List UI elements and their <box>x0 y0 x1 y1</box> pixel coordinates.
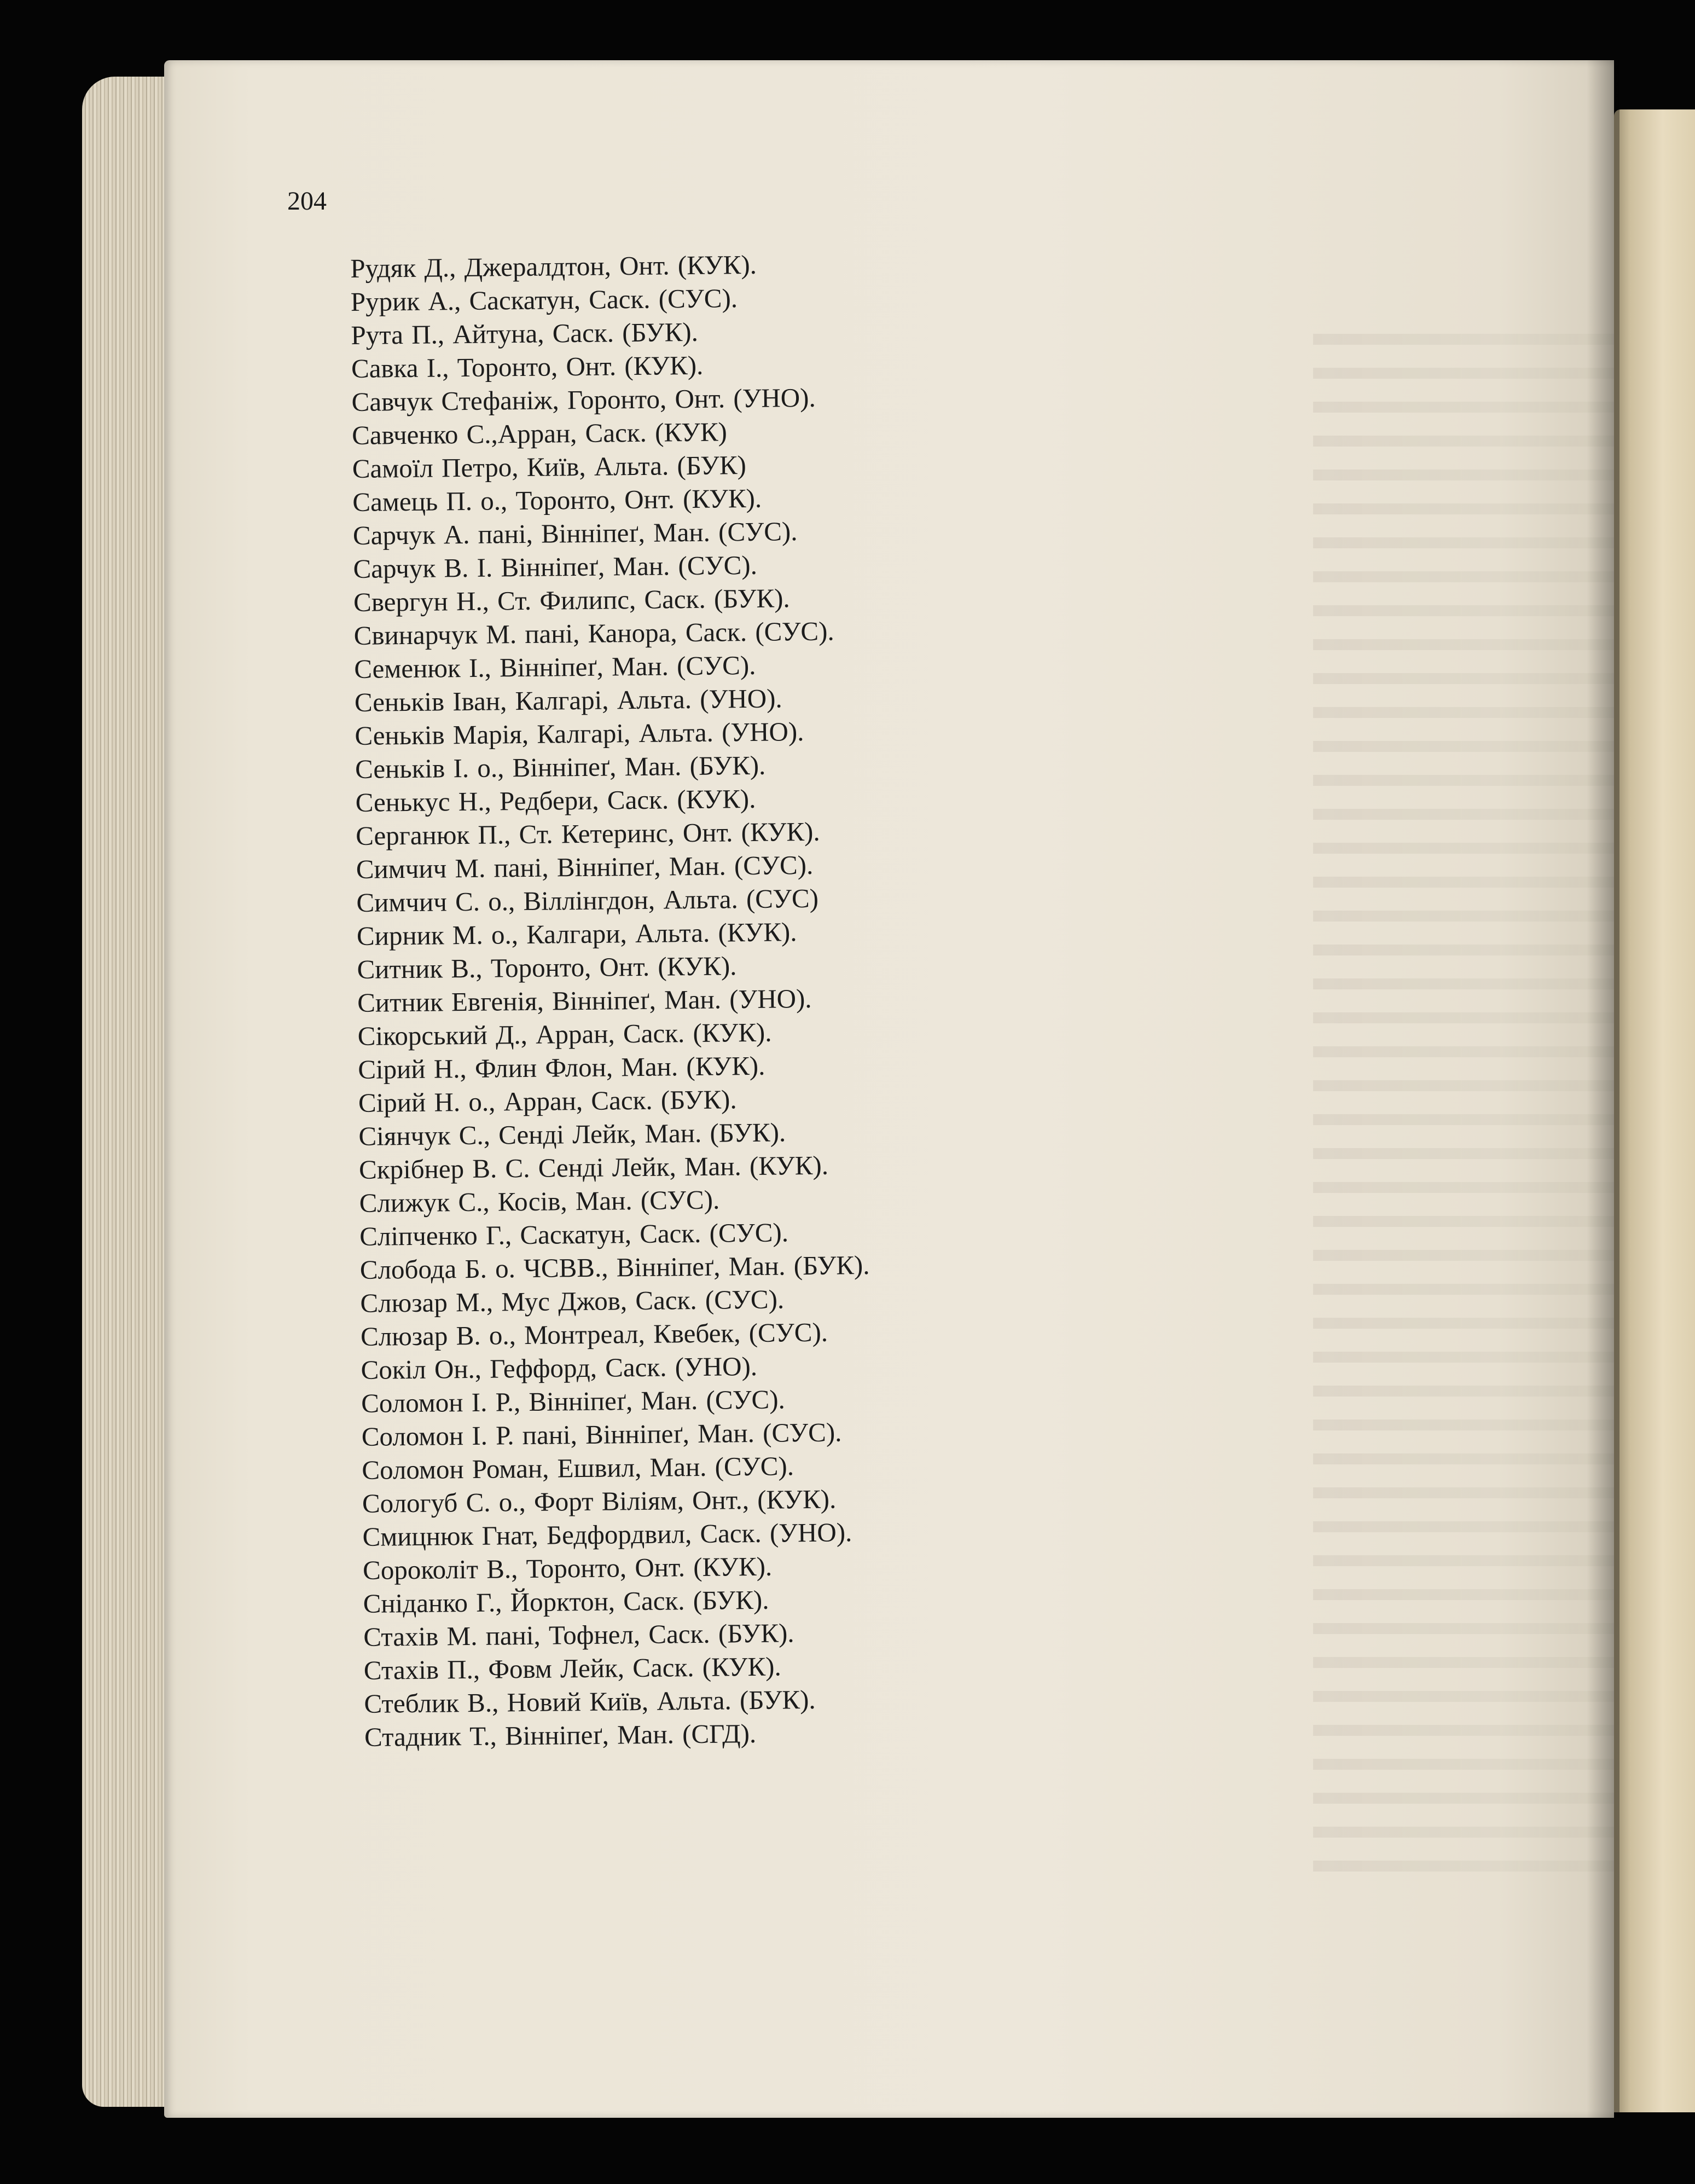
list-item: Симчич М. пані, Вінніпеґ, Ман. (СУС). <box>356 849 814 884</box>
list-item: Рурик А., Саскатун, Саск. (СУС). <box>350 283 738 317</box>
list-item: Сеньків Іван, Калгарі, Альта. (УНО). <box>354 683 782 717</box>
list-item: Скрібнер В. С. Сенді Лейк, Ман. (КУК). <box>358 1150 829 1185</box>
list-item: Самець П. о., Торонто, Онт. (КУК). <box>352 483 762 517</box>
page-number: 204 <box>287 187 327 216</box>
list-item: Симчич С. о., Віллінгдон, Альта. (СУС) <box>356 883 819 918</box>
list-item: Сологуб С. о., Форт Віліям, Онт., (КУК). <box>362 1484 837 1519</box>
list-item: Сірий Н. о., Арран, Саск. (БУК). <box>358 1084 737 1118</box>
list-item: Сеньків Марія, Калгарі, Альта. (УНО). <box>355 716 804 751</box>
list-item: Соломон І. Р., Вінніпеґ, Ман. (СУС). <box>361 1384 786 1418</box>
list-item: Стадник Т., Вінніпеґ, Ман. (СГД). <box>364 1718 757 1752</box>
list-item: Сенькус Н., Редбери, Саск. (КУК). <box>355 783 756 818</box>
list-item: Соломон І. Р. пані, Вінніпеґ, Ман. (СУС). <box>361 1417 842 1452</box>
list-item: Сирник М. о., Калгари, Альта. (КУК). <box>356 917 797 951</box>
list-item: Самоїл Петро, Київ, Альта. (БУК) <box>352 450 747 484</box>
list-item: Смицнюк Гнат, Бедфордвил, Саск. (УНО). <box>362 1517 852 1552</box>
list-item: Свинарчук М. пані, Канора, Саск. (СУС). <box>353 616 834 651</box>
bleed-through-text <box>1313 317 1614 1877</box>
list-item: Стахів П., Фовм Лейк, Саск. (КУК). <box>363 1651 781 1685</box>
list-item: Сікорський Д., Арран, Саск. (КУК). <box>357 1017 772 1051</box>
list-item: Сніданко Г., Йорктон, Саск. (БУК). <box>363 1584 769 1619</box>
list-item: Слижук С., Косів, Ман. (СУС). <box>359 1184 720 1218</box>
list-item: Слюзар В. о., Монтреал, Квебек, (СУС). <box>360 1317 828 1352</box>
name-list <box>350 247 874 1754</box>
list-item: Рута П., Айтуна, Саск. (БУК). <box>351 316 699 350</box>
list-item: Савка І., Торонто, Онт. (КУК). <box>351 350 704 384</box>
list-item: Слюзар М., Мус Джов, Саск. (СУС). <box>360 1284 785 1318</box>
list-item: Сліпченко Г., Саскатун, Саск. (СУС). <box>359 1217 789 1252</box>
list-item: Свергун Н., Ст. Филипс, Саск. (БУК). <box>353 583 790 617</box>
list-item: Рудяк Д., Джералдтон, Онт. (КУК). <box>350 249 757 283</box>
list-item: Сірий Н., Флин Флон, Ман. (КУК). <box>358 1050 765 1085</box>
list-item: Сіянчук С., Сенді Лейк, Ман. (БУК). <box>358 1117 786 1151</box>
list-item: Ситник Евгенія, Вінніпеґ, Ман. (УНО). <box>357 983 812 1018</box>
list-item: Семенюк І., Вінніпеґ, Ман. (СУС). <box>354 650 756 684</box>
facing-page-edge <box>1614 109 1695 2112</box>
list-item: Савчук Стефаніж, Горонто, Онт. (УНО). <box>351 382 816 417</box>
list-item: Слобода Б. о. ЧСВВ., Вінніпеґ, Ман. (БУК). <box>359 1249 870 1285</box>
list-item: Сороколіт В., Торонто, Онт. (КУК). <box>362 1551 773 1585</box>
list-item: Сарчук В. І. Вінніпеґ, Ман. (СУС). <box>353 549 758 584</box>
list-item: Ситник В., Торонто, Онт. (КУК). <box>357 951 737 984</box>
list-item: Стеблик В., Новий Київ, Альта. (БУК). <box>364 1684 816 1719</box>
list-item: Сеньків І. о., Вінніпеґ, Ман. (БУК). <box>355 750 766 784</box>
list-item: Серганюк П., Ст. Кетеринс, Онт. (КУК). <box>355 816 820 851</box>
gutter-shadow <box>1587 60 1619 2118</box>
list-item: Сарчук А. пані, Вінніпеґ, Ман. (СУС). <box>352 516 798 551</box>
list-item: Соломон Роман, Ешвил, Ман. (СУС). <box>362 1451 794 1485</box>
list-item: Стахів М. пані, Тофнел, Саск. (БУК). <box>363 1618 794 1652</box>
list-item: Савченко С.,Арран, Саск. (КУК) <box>351 416 728 450</box>
list-item: Сокіл Он., Геффорд, Саск. (УНО). <box>361 1351 758 1385</box>
